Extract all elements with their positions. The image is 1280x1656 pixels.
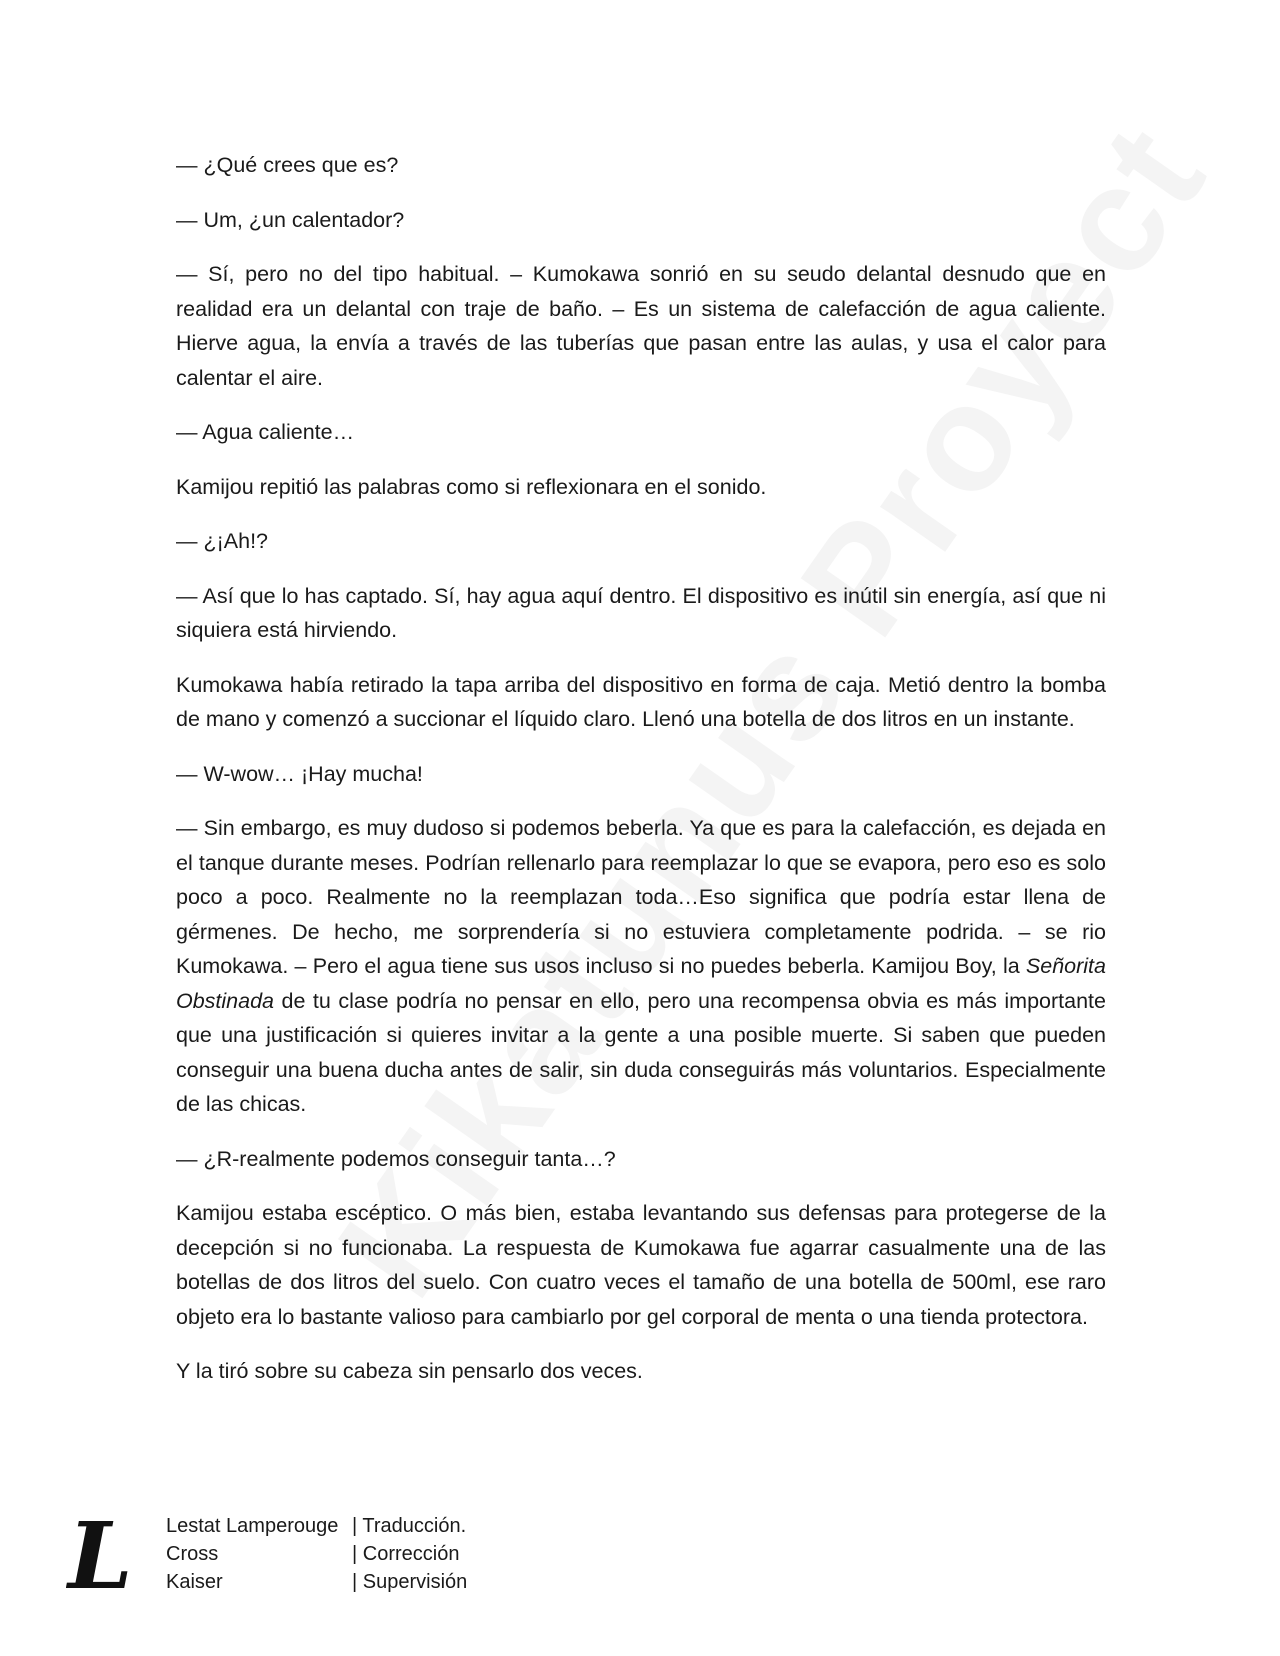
credit-name: Kaiser [166, 1571, 223, 1593]
credit-name: Lestat Lamperouge [166, 1515, 339, 1537]
paragraph-10 [176, 811, 1106, 1122]
body-text [176, 148, 1106, 1409]
paragraph-12: Kamijou estaba escéptico. O más bien, estaba levantando sus defensas para protegerse de la decepción si no funcionaba. La respuesta de Kumokawa fue agarrar casualmente una de las botellas de dos litros del suelo. Con cuatro veces el tamaño de una botella de 500ml, ese raro objeto era lo bastante valioso para cambiarlo por gel corporal de menta o una tienda protectora. [176, 1201, 1106, 1329]
paragraph-11: — ¿R-realmente podemos conseguir tanta…? [176, 1146, 616, 1171]
paragraph-8: Kumokawa había retirado la tapa arriba del dispositivo en forma de caja. Metió dentro la bomba de mano y comenzó a succionar el líquido claro. Llenó una botella de dos litros en un instante. [176, 672, 1106, 731]
credit-role: | Supervisión [352, 1571, 468, 1593]
paragraph-10-text-after: de tu clase podría no pensar en ello, pero una recompensa obvia es más importante que una justificación si quieres invitar a la gente a una posible muerte. Si saben que pueden conseguir una buena ducha antes de salir, sin duda conseguirás más voluntarios. Especialmente de las chicas. [176, 988, 1106, 1116]
footer [60, 1512, 660, 1612]
credit-row [166, 1512, 467, 1540]
credit-row [166, 1568, 467, 1596]
paragraph-7: — Así que lo has captado. Sí, hay agua aquí dentro. El dispositivo es inútil sin energía, así que ni siquiera está hirviendo. [176, 583, 1106, 642]
paragraph-2: — Um, ¿un calentador? [176, 207, 405, 232]
credit-role: | Corrección [352, 1543, 460, 1565]
paragraph-9: — W-wow… ¡Hay mucha! [176, 761, 423, 786]
paragraph-10-italic: Señorita Obstinada [176, 954, 1106, 1013]
paragraph-1: — ¿Qué crees que es? [176, 153, 399, 177]
credit-role: | Traducción. [352, 1515, 467, 1537]
credits-list [166, 1512, 467, 1596]
credit-row [166, 1540, 467, 1568]
paragraph-4: — Agua caliente… [176, 420, 355, 444]
paragraph-13: Y la tiró sobre su cabeza sin pensarlo dos veces. [176, 1359, 643, 1383]
gothic-l-logo-icon [66, 1512, 136, 1602]
paragraph-10-text-before: — Sin embargo, es muy dudoso si podemos beberla. Ya que es para la calefacción, es dejada en el tanque durante meses. Podrían rellenarlo para reemplazar lo que se evapora, pero eso es solo poco a poco. Realmente no la reemplazan toda…Eso significa que podría estar llena de gérmenes. De hecho, me sorprendería si no estuviera completamente podrida. – se rio Kumokawa. – Pero el agua tiene sus usos incluso si no puedes beberla. Kamijou Boy, la [176, 816, 1106, 978]
credit-name: Cross [166, 1543, 219, 1565]
logo-letter: L [68, 1512, 133, 1602]
paragraph-6: — ¿¡Ah!? [176, 529, 268, 553]
paragraph-5: Kamijou repitió las palabras como si reflexionara en el sonido. [176, 474, 767, 499]
paragraph-3: — Sí, pero no del tipo habitual. – Kumokawa sonrió en su seudo delantal desnudo que en realidad era un delantal con traje de baño. – Es un sistema de calefacción de agua caliente. Hierve agua, la envía a través de las tuberías que pasan entre las aulas, y usa el calor para calentar el aire. [176, 262, 1106, 390]
